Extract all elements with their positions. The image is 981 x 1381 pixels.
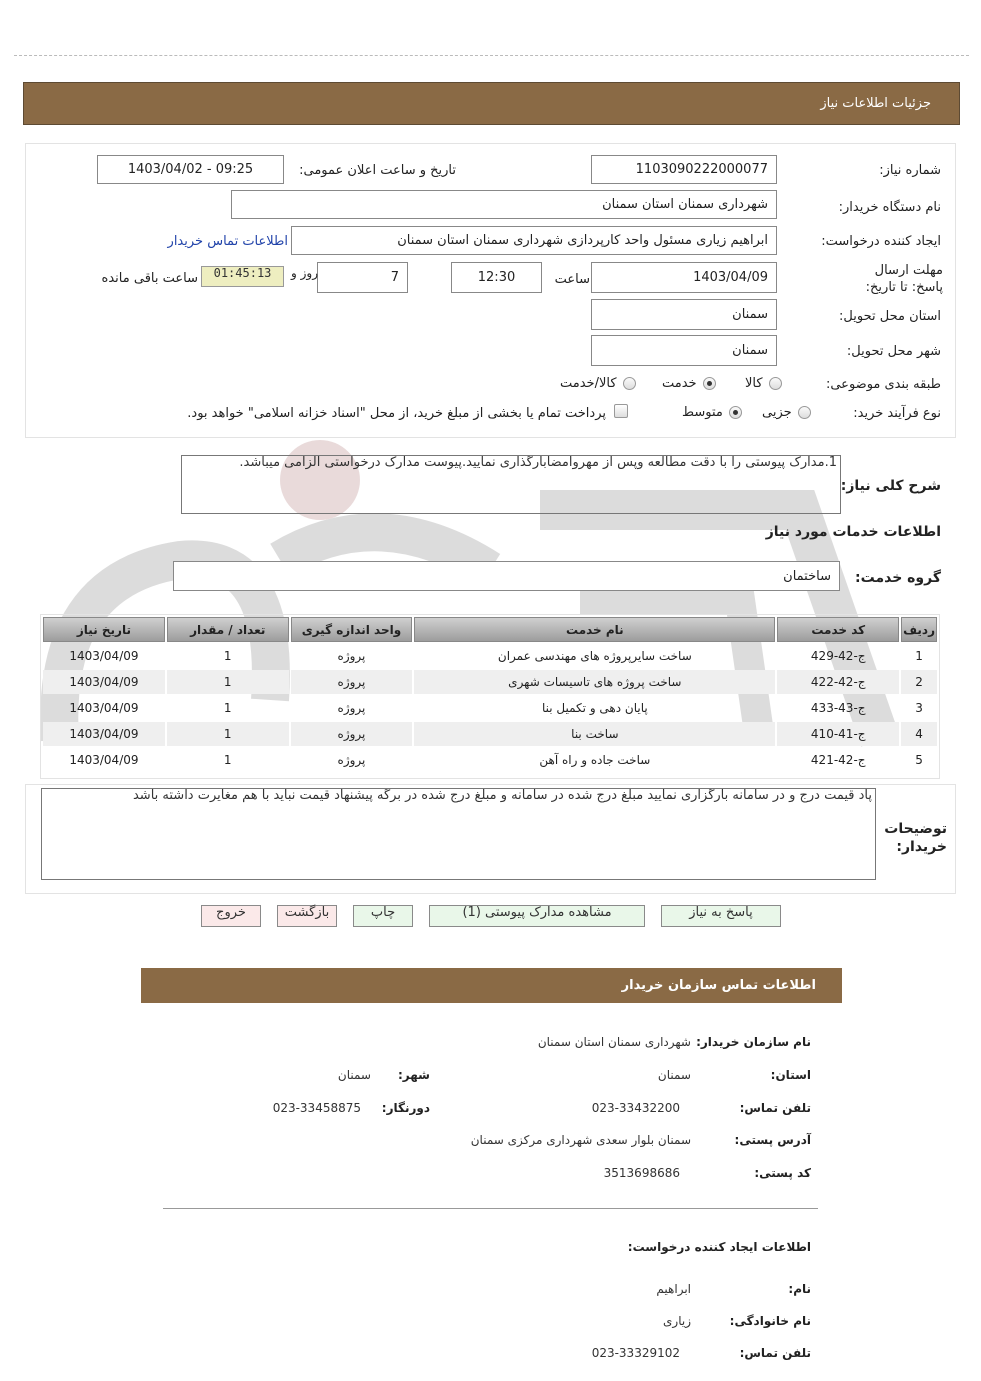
- process-medium-radio[interactable]: [729, 406, 742, 419]
- creator-name-value: ابراهیم: [656, 1282, 691, 1296]
- back-button[interactable]: بازگشت: [277, 905, 337, 927]
- buyer-contact-header: [141, 968, 842, 1003]
- category-label: طبقه بندی موضوعی:: [825, 377, 941, 392]
- creator-label: ایجاد کننده درخواست:: [821, 234, 941, 249]
- service-name: ساخت پروژه های تاسیسات شهری: [414, 670, 775, 694]
- contact-phone-label: تلفن تماس:: [739, 1101, 811, 1115]
- service-qty: 1: [223, 649, 232, 663]
- buyer-notes-textarea[interactable]: پاد قیمت درج و در سامانه بارگزاری نمایید مبلغ درج شده در سامانه و مبلغ درج شده در برگه پیشنهاد قیمت نباید با هم مغایرت داشته باشد: [41, 788, 876, 880]
- contact-address-label: آدرس پستی:: [734, 1133, 811, 1147]
- deadline-time-field: 12:30: [451, 262, 542, 293]
- service-code: ج-43-433: [810, 701, 866, 715]
- contact-city-label: شهر:: [398, 1068, 430, 1082]
- col-qty-header: تعداد / مقدار: [167, 617, 289, 642]
- service-name: ساخت جاده و راه آهن: [539, 753, 651, 767]
- category-service-radio[interactable]: [703, 377, 716, 390]
- col-name-header: نام خدمت: [414, 617, 775, 642]
- row-index: 2: [901, 670, 937, 694]
- service-qty: 1: [167, 722, 289, 746]
- col-row-header: ردیف: [901, 617, 937, 642]
- announce-label: تاریخ و ساعت اعلان عمومی:: [299, 163, 456, 178]
- remaining-label: ساعت باقی مانده: [101, 271, 198, 286]
- province-label: استان محل تحویل:: [839, 309, 941, 324]
- service-code: ج-42-421: [810, 753, 866, 767]
- need-number-field: 1103090222000077: [591, 155, 777, 184]
- announce-field: 1403/04/02 - 09:25: [97, 155, 284, 184]
- deadline-date-field: 1403/04/09: [591, 262, 777, 293]
- view-attachments-button[interactable]: مشاهده مدارک پیوستی (1): [429, 905, 645, 927]
- service-unit: پروژه: [291, 670, 413, 694]
- deadline-label: مهلت ارسال پاسخ: تا تاریخ:: [865, 263, 943, 295]
- category-option-goods-service[interactable]: کالا/خدمت: [560, 376, 644, 391]
- buyer-org-field: شهرداری سمنان استان سمنان: [231, 190, 777, 219]
- service-unit: پروژه: [291, 722, 413, 746]
- service-unit: پروژه: [337, 649, 366, 663]
- service-qty: 1: [223, 753, 232, 767]
- creator-family-label: نام خانوادگی:: [729, 1314, 811, 1328]
- row-index: 3: [915, 701, 923, 715]
- service-unit: پروژه: [337, 701, 366, 715]
- exit-button[interactable]: خروج: [201, 905, 261, 927]
- creator-family-value: زیاری: [663, 1314, 691, 1328]
- print-button[interactable]: چاپ: [353, 905, 413, 927]
- process-label: نوع فرآیند خرید:: [853, 406, 941, 421]
- city-label: شهر محل تحویل:: [846, 344, 941, 359]
- services-table: [41, 615, 939, 774]
- contact-province-value: سمنان: [657, 1068, 691, 1082]
- contact-postal-label: کد پستی:: [754, 1166, 811, 1180]
- row-index: 4: [901, 722, 937, 746]
- service-date: 1403/04/09: [69, 649, 139, 663]
- row-index: 1: [915, 649, 923, 663]
- deadline-time-label: ساعت: [554, 272, 590, 287]
- category-option-goods[interactable]: کالا: [745, 376, 793, 391]
- page-header: [23, 82, 960, 125]
- contact-address-value: سمنان بلوار سعدی شهرداری مرکزی سمنان: [470, 1133, 691, 1147]
- page-header-title: جزئیات اطلاعات نیاز: [820, 96, 931, 111]
- service-qty: 1: [167, 670, 289, 694]
- service-name: ساخت بنا: [414, 722, 775, 746]
- contact-postal-value: 3513698686: [603, 1166, 680, 1180]
- service-date: 1403/04/09: [43, 670, 165, 694]
- buyer-org-label: نام دستگاه خریدار:: [838, 200, 941, 215]
- service-group-label: گروه خدمت:: [855, 570, 941, 586]
- table-row: [43, 644, 937, 668]
- province-field: سمنان: [591, 299, 777, 330]
- contact-divider: [163, 1208, 818, 1209]
- contact-phone-value: 023-33432200: [591, 1101, 680, 1115]
- row-index: 5: [915, 753, 923, 767]
- buyer-contact-title: اطلاعات تماس سازمان خریدار: [621, 978, 816, 993]
- creator-field: ابراهیم زیاری مسئول واحد کارپردازی شهرداری سمنان استان سمنان: [291, 226, 777, 255]
- col-date-header: تاریخ نیاز: [43, 617, 165, 642]
- service-date: 1403/04/09: [43, 722, 165, 746]
- col-code-header: کد خدمت: [777, 617, 899, 642]
- contact-city-value: سمنان: [337, 1068, 371, 1082]
- table-row: [43, 748, 937, 772]
- city-field: سمنان: [591, 335, 777, 366]
- days-label: روز و: [291, 266, 318, 280]
- service-date: 1403/04/09: [69, 753, 139, 767]
- services-section-title: اطلاعات خدمات مورد نیاز: [765, 524, 941, 540]
- creator-phone-label: تلفن تماس:: [739, 1346, 811, 1360]
- table-row: [43, 670, 937, 694]
- reply-to-need-button[interactable]: پاسخ به نیاز: [661, 905, 781, 927]
- category-goods-service-radio[interactable]: [623, 377, 636, 390]
- service-code: ج-41-410: [777, 722, 899, 746]
- remaining-days-field: 7: [317, 262, 408, 293]
- service-name: پایان دهی و تکمیل بنا: [541, 701, 648, 715]
- description-label: شرح کلی نیاز:: [840, 478, 941, 494]
- process-minor-radio[interactable]: [798, 406, 811, 419]
- buyer-notes-label: توضیحات خریدار:: [884, 821, 947, 855]
- creator-phone-value: 023-33329102: [591, 1346, 680, 1360]
- buyer-contact-link[interactable]: اطلاعات تماس خریدار: [167, 234, 288, 249]
- table-row: [43, 696, 937, 720]
- category-option-service[interactable]: خدمت: [662, 376, 726, 391]
- description-textarea[interactable]: 1.مدارک پیوستی را با دقت مطالعه وپس از مهروامضابارگذاری نمایید.پیوست مدارک درخواستی الزامی میباشد.: [181, 455, 841, 514]
- service-unit: پروژه: [337, 753, 366, 767]
- service-code: ج-42-422: [777, 670, 899, 694]
- need-number-label: شماره نیاز:: [879, 163, 941, 178]
- remaining-timer: 01:45:13: [201, 266, 284, 287]
- contact-province-label: استان:: [770, 1068, 811, 1082]
- col-unit-header: واحد اندازه گیری: [291, 617, 413, 642]
- service-code: ج-42-429: [810, 649, 866, 663]
- contact-fax-label: دورنگار:: [381, 1101, 430, 1115]
- process-option-medium[interactable]: متوسط: [682, 405, 746, 420]
- service-qty: 1: [223, 701, 232, 715]
- service-name: ساخت سایرپروژه های مهندسی عمران: [497, 649, 692, 663]
- contact-fax-value: 023-33458875: [272, 1101, 361, 1115]
- contact-org-value: شهرداری سمنان استان سمنان: [537, 1035, 691, 1049]
- contact-org-label: نام سازمان خریدار:: [696, 1035, 811, 1049]
- service-group-field: ساختمان: [173, 561, 840, 591]
- treasury-payment-note: پرداخت تمام یا بخشی از مبلغ خرید، از محل "اسناد خزانه اسلامی" خواهد بود.: [187, 406, 606, 421]
- process-option-minor[interactable]: جزیی: [762, 405, 820, 420]
- top-divider: [14, 55, 969, 56]
- table-row: [43, 722, 937, 746]
- service-date: 1403/04/09: [69, 701, 139, 715]
- category-goods-radio[interactable]: [769, 377, 782, 390]
- creator-info-title: اطلاعات ایجاد کننده درخواست:: [627, 1240, 811, 1254]
- treasury-payment-checkbox[interactable]: [614, 404, 628, 418]
- creator-name-label: نام:: [788, 1282, 811, 1296]
